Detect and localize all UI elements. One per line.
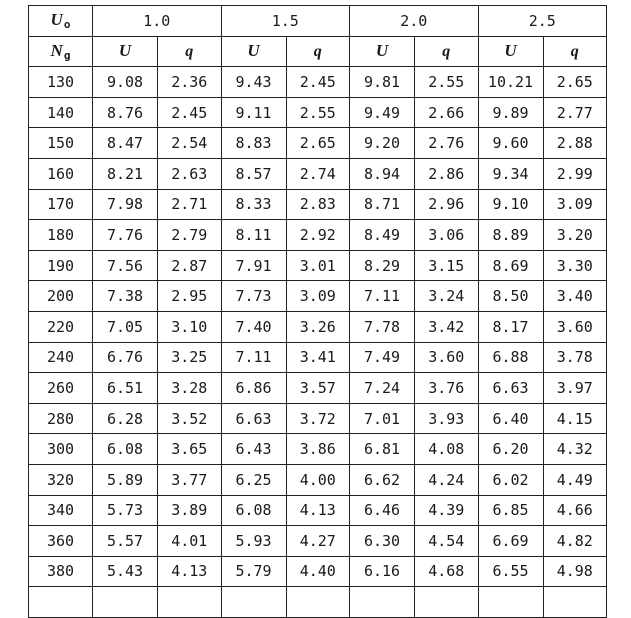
row-ng-value: 150 bbox=[29, 128, 93, 159]
cell-q-value: 3.97 bbox=[543, 373, 607, 404]
cell-u-value: 7.05 bbox=[93, 311, 158, 342]
cell-u-value: 6.55 bbox=[478, 556, 543, 587]
cell-q-value: 4.54 bbox=[415, 526, 479, 557]
subheader-q: q bbox=[543, 36, 607, 67]
table-row bbox=[29, 128, 607, 159]
table-row bbox=[29, 311, 607, 342]
cell-q-value: 4.68 bbox=[415, 556, 479, 587]
header-ng-label bbox=[29, 36, 93, 67]
cell-q-value: 3.60 bbox=[543, 311, 607, 342]
row-ng-value: 260 bbox=[29, 373, 93, 404]
cell-u-value: 7.01 bbox=[350, 403, 415, 434]
cell-u-value: 9.89 bbox=[478, 97, 543, 128]
cell-q-value: 2.87 bbox=[158, 250, 222, 281]
cutoff-cell bbox=[350, 587, 415, 618]
cell-q-value: 3.20 bbox=[543, 220, 607, 251]
cell-u-value: 8.49 bbox=[350, 220, 415, 251]
cell-q-value: 3.76 bbox=[415, 373, 479, 404]
cell-u-value: 8.50 bbox=[478, 281, 543, 312]
cell-q-value: 2.95 bbox=[158, 281, 222, 312]
row-ng-value: 220 bbox=[29, 311, 93, 342]
cell-q-value: 3.78 bbox=[543, 342, 607, 373]
cell-u-value: 6.28 bbox=[93, 403, 158, 434]
data-table bbox=[28, 5, 607, 618]
cutoff-cell bbox=[29, 587, 93, 618]
cell-u-value: 6.76 bbox=[93, 342, 158, 373]
subheader-u: U bbox=[350, 36, 415, 67]
subheader-u: U bbox=[221, 36, 286, 67]
cell-q-value: 2.36 bbox=[158, 67, 222, 98]
cell-q-value: 2.74 bbox=[286, 158, 350, 189]
table-row bbox=[29, 220, 607, 251]
cell-u-value: 5.57 bbox=[93, 526, 158, 557]
cell-q-value: 3.57 bbox=[286, 373, 350, 404]
cell-u-value: 5.89 bbox=[93, 464, 158, 495]
row-ng-value: 130 bbox=[29, 67, 93, 98]
table-row-cutoff bbox=[29, 587, 607, 618]
cell-q-value: 2.54 bbox=[158, 128, 222, 159]
group-header-2: 1.5 bbox=[221, 6, 350, 37]
cell-u-value: 8.33 bbox=[221, 189, 286, 220]
cell-u-value: 7.73 bbox=[221, 281, 286, 312]
cell-q-value: 3.89 bbox=[158, 495, 222, 526]
cell-u-value: 8.89 bbox=[478, 220, 543, 251]
cell-u-value: 5.79 bbox=[221, 556, 286, 587]
cell-q-value: 3.26 bbox=[286, 311, 350, 342]
cell-q-value: 3.40 bbox=[543, 281, 607, 312]
cell-q-value: 3.09 bbox=[286, 281, 350, 312]
cell-u-value: 6.63 bbox=[221, 403, 286, 434]
cell-u-value: 6.25 bbox=[221, 464, 286, 495]
cell-q-value: 3.77 bbox=[158, 464, 222, 495]
table-row bbox=[29, 403, 607, 434]
cell-u-value: 9.20 bbox=[350, 128, 415, 159]
table-row bbox=[29, 373, 607, 404]
cell-q-value: 3.09 bbox=[543, 189, 607, 220]
table-row bbox=[29, 189, 607, 220]
row-ng-value: 380 bbox=[29, 556, 93, 587]
subheader-u: U bbox=[93, 36, 158, 67]
row-ng-value: 170 bbox=[29, 189, 93, 220]
cell-u-value: 6.43 bbox=[221, 434, 286, 465]
subheader-q: q bbox=[158, 36, 222, 67]
cell-q-value: 2.66 bbox=[415, 97, 479, 128]
cell-u-value: 8.94 bbox=[350, 158, 415, 189]
cell-q-value: 3.25 bbox=[158, 342, 222, 373]
cell-q-value: 2.63 bbox=[158, 158, 222, 189]
cell-q-value: 2.65 bbox=[543, 67, 607, 98]
cell-q-value: 3.86 bbox=[286, 434, 350, 465]
cutoff-cell bbox=[158, 587, 222, 618]
cell-q-value: 2.96 bbox=[415, 189, 479, 220]
row-ng-value: 140 bbox=[29, 97, 93, 128]
table-row bbox=[29, 526, 607, 557]
cell-u-value: 9.11 bbox=[221, 97, 286, 128]
cell-u-value: 7.11 bbox=[350, 281, 415, 312]
row-ng-value: 280 bbox=[29, 403, 93, 434]
header-row-groups bbox=[29, 6, 607, 37]
cell-u-value: 6.69 bbox=[478, 526, 543, 557]
cell-u-value: 6.08 bbox=[221, 495, 286, 526]
cell-u-value: 7.91 bbox=[221, 250, 286, 281]
cell-u-value: 8.76 bbox=[93, 97, 158, 128]
cell-q-value: 3.72 bbox=[286, 403, 350, 434]
cell-q-value: 2.79 bbox=[158, 220, 222, 251]
cell-q-value: 4.66 bbox=[543, 495, 607, 526]
cell-u-value: 8.69 bbox=[478, 250, 543, 281]
group-header-1: 1.0 bbox=[93, 6, 222, 37]
cell-q-value: 4.08 bbox=[415, 434, 479, 465]
cell-q-value: 2.45 bbox=[286, 67, 350, 98]
cell-q-value: 2.45 bbox=[158, 97, 222, 128]
cell-q-value: 2.71 bbox=[158, 189, 222, 220]
uo-symbol: U bbox=[50, 10, 63, 30]
subheader-q: q bbox=[286, 36, 350, 67]
cell-u-value: 8.71 bbox=[350, 189, 415, 220]
cell-q-value: 3.42 bbox=[415, 311, 479, 342]
subheader-u: U bbox=[478, 36, 543, 67]
cell-q-value: 4.98 bbox=[543, 556, 607, 587]
cell-u-value: 6.16 bbox=[350, 556, 415, 587]
cell-q-value: 4.27 bbox=[286, 526, 350, 557]
cell-u-value: 8.21 bbox=[93, 158, 158, 189]
cell-q-value: 2.77 bbox=[543, 97, 607, 128]
cell-q-value: 4.39 bbox=[415, 495, 479, 526]
cell-q-value: 4.15 bbox=[543, 403, 607, 434]
cell-u-value: 6.30 bbox=[350, 526, 415, 557]
row-ng-value: 200 bbox=[29, 281, 93, 312]
cell-q-value: 2.88 bbox=[543, 128, 607, 159]
cell-u-value: 5.43 bbox=[93, 556, 158, 587]
uo-subscript: o bbox=[63, 18, 71, 32]
cell-u-value: 5.93 bbox=[221, 526, 286, 557]
cell-u-value: 9.08 bbox=[93, 67, 158, 98]
cell-u-value: 6.88 bbox=[478, 342, 543, 373]
table-row bbox=[29, 556, 607, 587]
cell-u-value: 7.98 bbox=[93, 189, 158, 220]
cell-u-value: 7.49 bbox=[350, 342, 415, 373]
subheader-q: q bbox=[415, 36, 479, 67]
table-body bbox=[29, 67, 607, 618]
cell-u-value: 6.81 bbox=[350, 434, 415, 465]
row-ng-value: 340 bbox=[29, 495, 93, 526]
table-row bbox=[29, 250, 607, 281]
cell-u-value: 7.24 bbox=[350, 373, 415, 404]
cell-u-value: 5.73 bbox=[93, 495, 158, 526]
cell-u-value: 9.43 bbox=[221, 67, 286, 98]
cell-u-value: 6.62 bbox=[350, 464, 415, 495]
cell-u-value: 6.02 bbox=[478, 464, 543, 495]
cell-q-value: 4.01 bbox=[158, 526, 222, 557]
cell-u-value: 9.60 bbox=[478, 128, 543, 159]
group-header-3: 2.0 bbox=[350, 6, 479, 37]
cell-q-value: 2.76 bbox=[415, 128, 479, 159]
cell-q-value: 3.65 bbox=[158, 434, 222, 465]
cell-u-value: 6.85 bbox=[478, 495, 543, 526]
cell-q-value: 3.28 bbox=[158, 373, 222, 404]
group-header-4: 2.5 bbox=[478, 6, 607, 37]
cutoff-cell bbox=[286, 587, 350, 618]
cell-u-value: 10.21 bbox=[478, 67, 543, 98]
table-row bbox=[29, 495, 607, 526]
row-ng-value: 240 bbox=[29, 342, 93, 373]
cell-u-value: 9.34 bbox=[478, 158, 543, 189]
header-uo-label bbox=[29, 6, 93, 37]
ng-symbol: N bbox=[50, 40, 63, 60]
cell-q-value: 3.01 bbox=[286, 250, 350, 281]
table-row bbox=[29, 281, 607, 312]
cell-q-value: 3.93 bbox=[415, 403, 479, 434]
cell-q-value: 2.83 bbox=[286, 189, 350, 220]
cell-u-value: 9.49 bbox=[350, 97, 415, 128]
cell-q-value: 2.92 bbox=[286, 220, 350, 251]
row-ng-value: 160 bbox=[29, 158, 93, 189]
table-row bbox=[29, 67, 607, 98]
cell-u-value: 7.11 bbox=[221, 342, 286, 373]
cell-u-value: 9.10 bbox=[478, 189, 543, 220]
cell-u-value: 6.20 bbox=[478, 434, 543, 465]
cell-q-value: 2.55 bbox=[286, 97, 350, 128]
row-ng-value: 180 bbox=[29, 220, 93, 251]
cell-u-value: 6.86 bbox=[221, 373, 286, 404]
cell-q-value: 3.15 bbox=[415, 250, 479, 281]
cell-u-value: 7.56 bbox=[93, 250, 158, 281]
cell-u-value: 8.57 bbox=[221, 158, 286, 189]
cell-u-value: 9.81 bbox=[350, 67, 415, 98]
cell-q-value: 3.60 bbox=[415, 342, 479, 373]
cell-u-value: 6.46 bbox=[350, 495, 415, 526]
cell-u-value: 7.38 bbox=[93, 281, 158, 312]
cell-u-value: 6.08 bbox=[93, 434, 158, 465]
header-row-subcols bbox=[29, 36, 607, 67]
cell-q-value: 3.10 bbox=[158, 311, 222, 342]
cell-u-value: 6.51 bbox=[93, 373, 158, 404]
table-row bbox=[29, 158, 607, 189]
cutoff-cell bbox=[415, 587, 479, 618]
row-ng-value: 190 bbox=[29, 250, 93, 281]
cell-u-value: 7.78 bbox=[350, 311, 415, 342]
cell-q-value: 4.00 bbox=[286, 464, 350, 495]
table-row bbox=[29, 464, 607, 495]
row-ng-value: 360 bbox=[29, 526, 93, 557]
row-ng-value: 300 bbox=[29, 434, 93, 465]
cell-q-value: 4.82 bbox=[543, 526, 607, 557]
cutoff-cell bbox=[543, 587, 607, 618]
cell-u-value: 7.76 bbox=[93, 220, 158, 251]
cell-q-value: 3.41 bbox=[286, 342, 350, 373]
cell-u-value: 6.63 bbox=[478, 373, 543, 404]
cell-u-value: 8.29 bbox=[350, 250, 415, 281]
cell-q-value: 4.49 bbox=[543, 464, 607, 495]
cell-u-value: 8.17 bbox=[478, 311, 543, 342]
cell-u-value: 8.83 bbox=[221, 128, 286, 159]
cell-u-value: 8.11 bbox=[221, 220, 286, 251]
cell-q-value: 2.55 bbox=[415, 67, 479, 98]
cell-u-value: 7.40 bbox=[221, 311, 286, 342]
cell-q-value: 4.40 bbox=[286, 556, 350, 587]
table-header bbox=[29, 6, 607, 67]
cell-u-value: 6.40 bbox=[478, 403, 543, 434]
cutoff-cell bbox=[478, 587, 543, 618]
cell-u-value: 8.47 bbox=[93, 128, 158, 159]
table-row bbox=[29, 342, 607, 373]
cell-q-value: 2.86 bbox=[415, 158, 479, 189]
cell-q-value: 3.30 bbox=[543, 250, 607, 281]
cell-q-value: 4.13 bbox=[158, 556, 222, 587]
cell-q-value: 4.13 bbox=[286, 495, 350, 526]
table-row bbox=[29, 97, 607, 128]
cell-q-value: 3.52 bbox=[158, 403, 222, 434]
cutoff-cell bbox=[93, 587, 158, 618]
cell-q-value: 3.24 bbox=[415, 281, 479, 312]
cell-q-value: 2.65 bbox=[286, 128, 350, 159]
row-ng-value: 320 bbox=[29, 464, 93, 495]
table-row bbox=[29, 434, 607, 465]
cell-q-value: 3.06 bbox=[415, 220, 479, 251]
cell-q-value: 2.99 bbox=[543, 158, 607, 189]
cell-q-value: 4.24 bbox=[415, 464, 479, 495]
ng-subscript: g bbox=[63, 48, 71, 62]
cutoff-cell bbox=[221, 587, 286, 618]
cell-q-value: 4.32 bbox=[543, 434, 607, 465]
